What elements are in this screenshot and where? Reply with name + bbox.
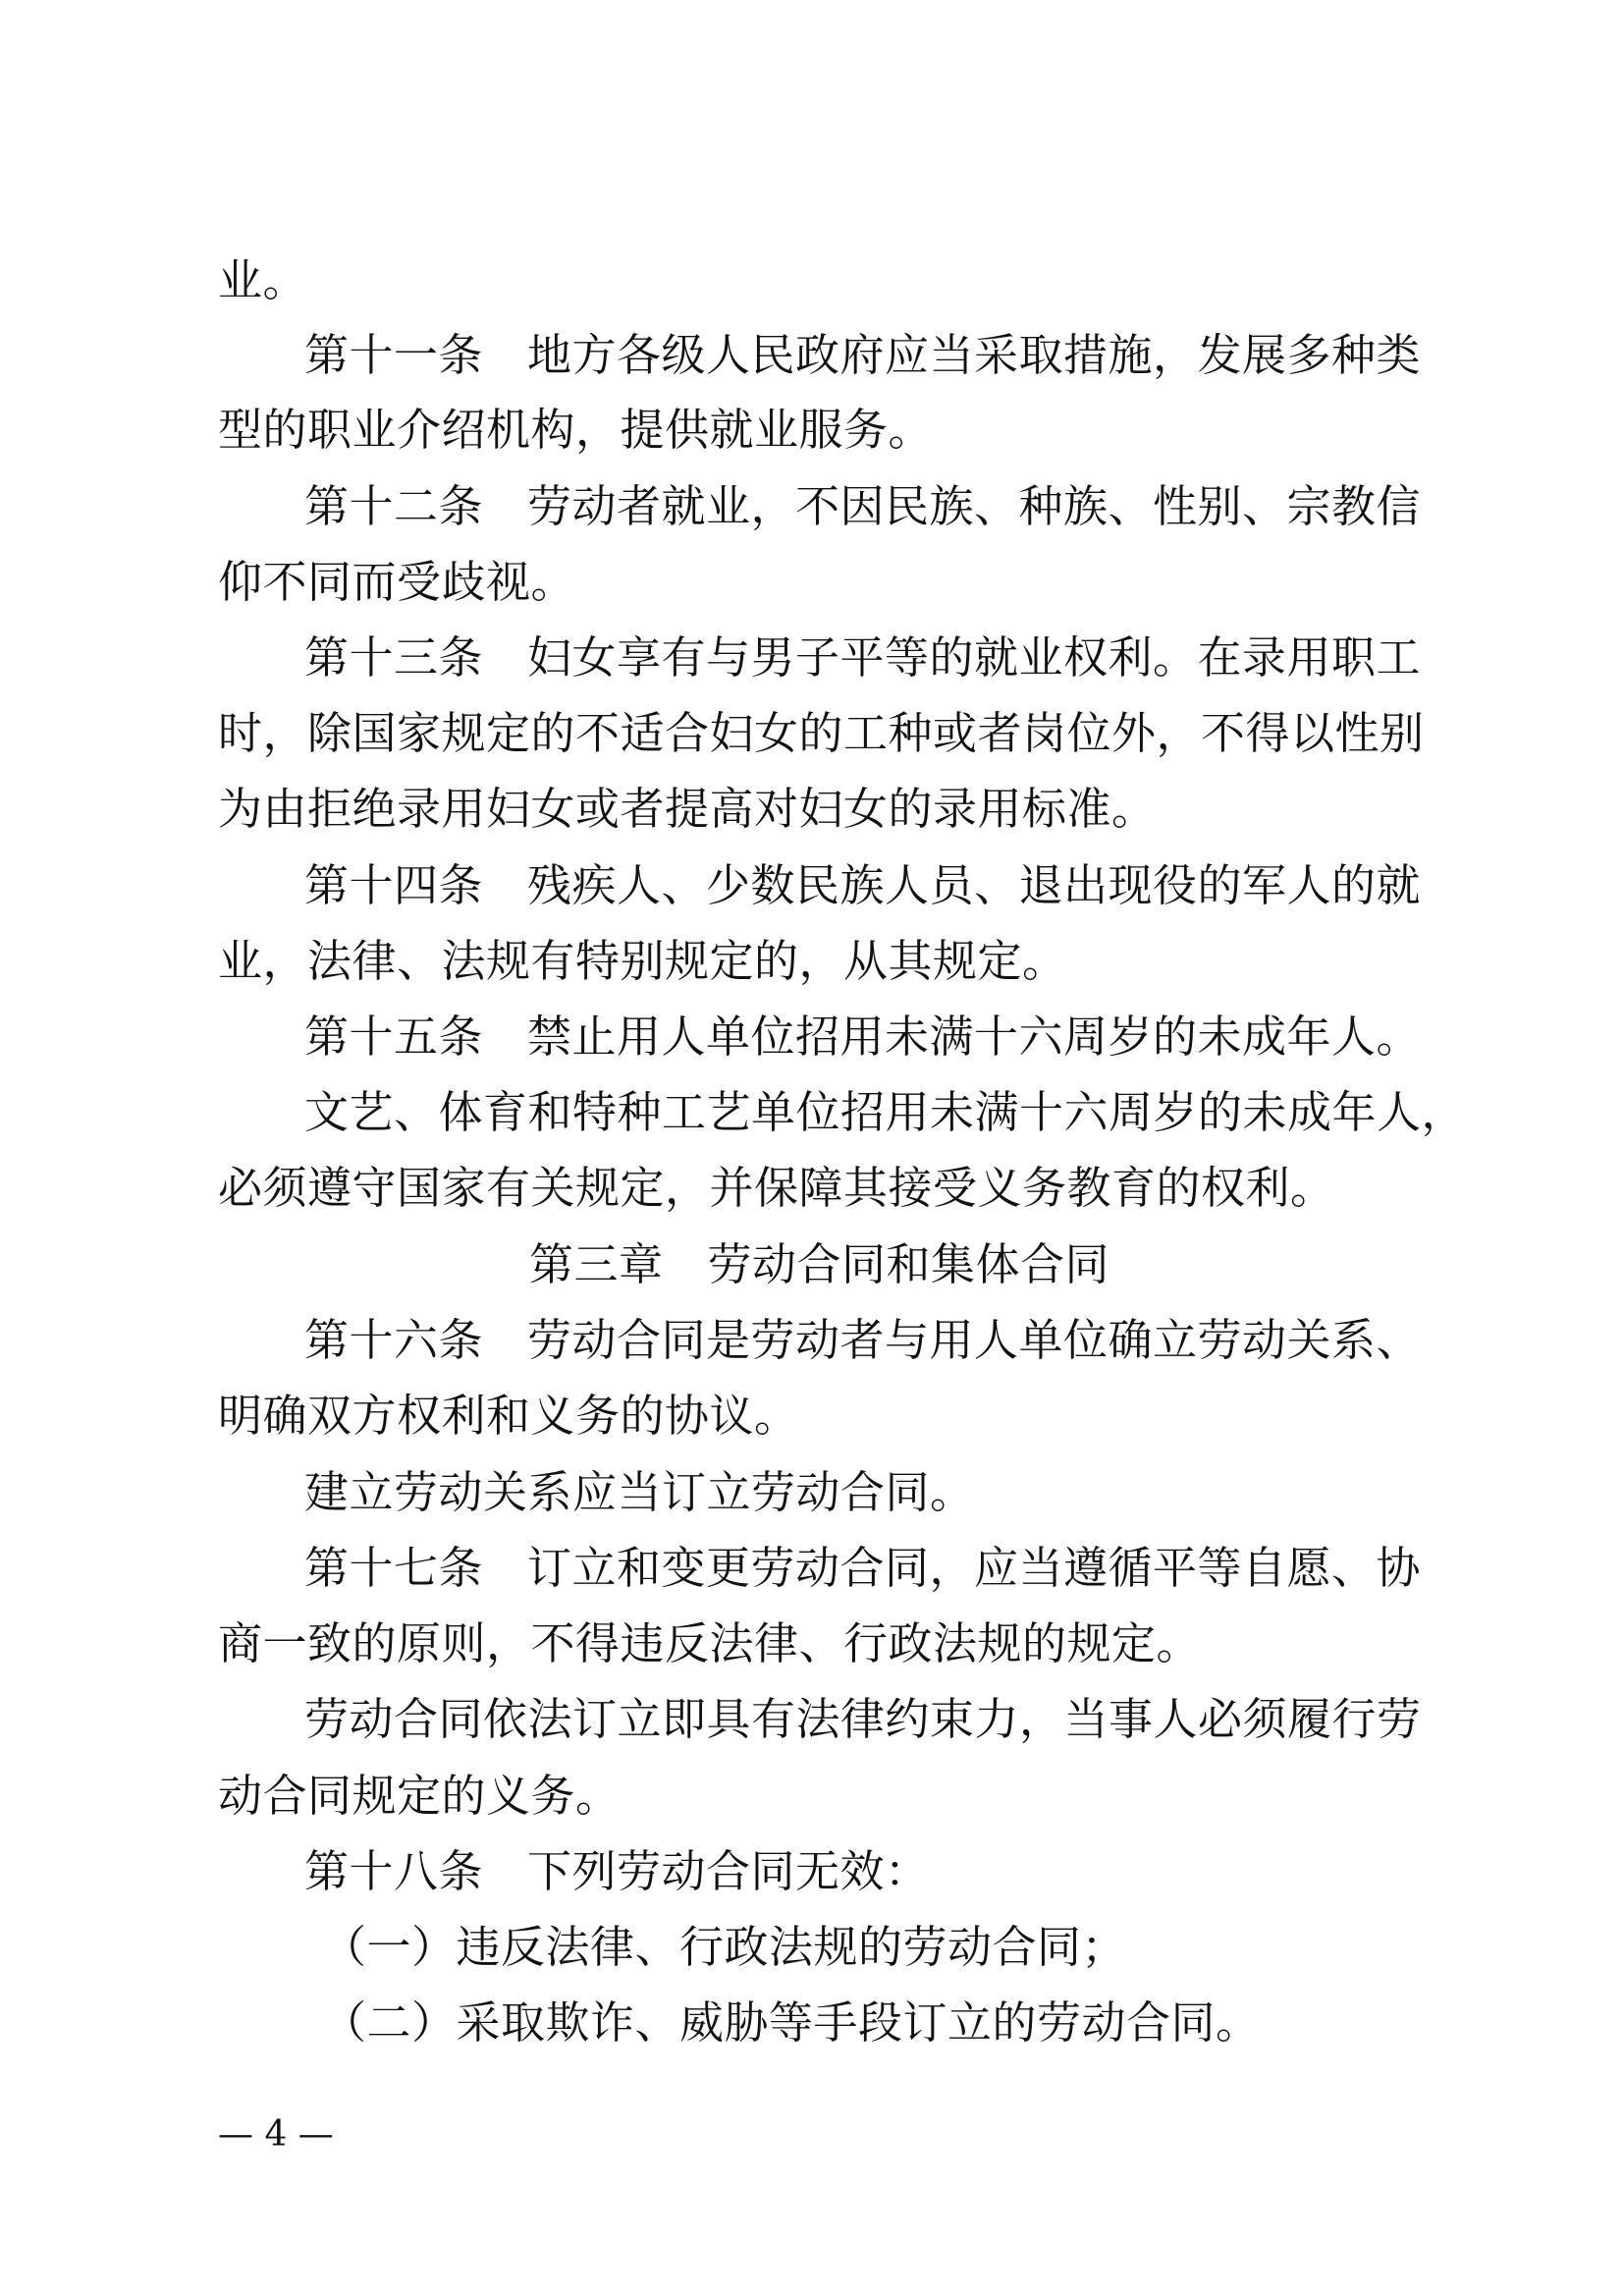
paragraph-line bbox=[304, 1680, 1422, 1759]
text-line bbox=[218, 242, 307, 320]
text-line bbox=[218, 922, 1067, 1001]
line-text: 业，法律、法规有特别规定的，从其规定。 bbox=[218, 935, 1067, 987]
line-text: （一）违反法律、行政法规的劳动合同； bbox=[322, 1921, 1127, 1973]
paragraph-line bbox=[304, 1453, 975, 1532]
article-label: 第十三条 bbox=[304, 631, 484, 683]
article-label: 第十七条 bbox=[304, 1542, 484, 1594]
line-text: 订立和变更劳动合同，应当遵循平等自愿、协 bbox=[527, 1542, 1422, 1594]
article-label: 第十六条 bbox=[304, 1314, 484, 1366]
line-text: 下列劳动合同无效： bbox=[527, 1845, 930, 1897]
line-text: 商一致的原则，不得违反法律、行政法规的规定。 bbox=[218, 1617, 1202, 1669]
article-label: 第十四条 bbox=[304, 859, 484, 911]
article-label: 第十五条 bbox=[304, 1011, 484, 1063]
line-text: 地方各级人民政府应当采取措施，发展多种类 bbox=[527, 329, 1422, 381]
line-text: 劳动合同是劳动者与用人单位确立劳动关系、 bbox=[527, 1314, 1422, 1366]
line-text: 为由拒绝录用妇女或者提高对妇女的录用标准。 bbox=[218, 783, 1157, 835]
article-14-line bbox=[304, 847, 1421, 925]
line-text: 业。 bbox=[218, 254, 308, 306]
line-text: （二）采取欺诈、威胁等手段订立的劳动合同。 bbox=[322, 1996, 1261, 2049]
line-text: 残疾人、少数民族人员、退出现役的军人的就 bbox=[527, 859, 1422, 911]
text-line bbox=[218, 1605, 1201, 1683]
paragraph-line bbox=[304, 1073, 1466, 1152]
chapter-label: 第三章 bbox=[529, 1238, 664, 1290]
line-text: 劳动合同依法订立即具有法律约束力，当事人必须履行劳 bbox=[304, 1693, 1422, 1745]
article-label: 第十二条 bbox=[304, 480, 484, 532]
article-17-line bbox=[304, 1529, 1421, 1608]
line-text: 建立劳动关系应当订立劳动合同。 bbox=[304, 1466, 975, 1518]
article-label: 第十八条 bbox=[304, 1845, 484, 1897]
text-line bbox=[218, 694, 1425, 773]
list-item bbox=[322, 1908, 1126, 1987]
text-line bbox=[218, 1377, 799, 1455]
chapter-title: 劳动合同和集体合同 bbox=[707, 1238, 1110, 1290]
text-line bbox=[218, 391, 933, 469]
line-text: 文艺、体育和特种工艺单位招用未满十六周岁的未成年人， bbox=[304, 1086, 1467, 1138]
article-12-line bbox=[304, 467, 1421, 546]
text-line bbox=[218, 543, 575, 622]
article-16-line bbox=[304, 1301, 1421, 1380]
article-18-line bbox=[304, 1832, 930, 1911]
article-15-line bbox=[304, 998, 1421, 1076]
line-text: 劳动者就业，不因民族、种族、性别、宗教信 bbox=[527, 480, 1422, 532]
article-label: 第十一条 bbox=[304, 329, 484, 381]
page-number: — 4 — bbox=[218, 2114, 334, 2155]
line-text: 动合同规定的义务。 bbox=[218, 1770, 621, 1822]
line-text: 必须遵守国家有关规定，并保障其接受义务教育的权利。 bbox=[218, 1162, 1335, 1214]
chapter-heading bbox=[529, 1226, 1109, 1304]
line-text: 仰不同而受歧视。 bbox=[218, 556, 576, 608]
line-text: 型的职业介绍机构，提供就业服务。 bbox=[218, 404, 934, 456]
text-line bbox=[218, 1149, 1335, 1228]
line-text: 时，除国家规定的不适合妇女的工种或者岗位外，不得以性别 bbox=[218, 707, 1425, 759]
line-text: 明确双方权利和义务的协议。 bbox=[218, 1390, 799, 1442]
line-text: 妇女享有与男子平等的就业权利。在录用职工 bbox=[527, 631, 1422, 683]
text-line bbox=[218, 1757, 621, 1835]
line-text: 禁止用人单位招用未满十六周岁的未成年人。 bbox=[527, 1011, 1422, 1063]
article-13-line bbox=[304, 619, 1421, 697]
article-11-line bbox=[304, 316, 1421, 395]
text-line bbox=[218, 770, 1157, 848]
list-item bbox=[322, 1984, 1261, 2062]
